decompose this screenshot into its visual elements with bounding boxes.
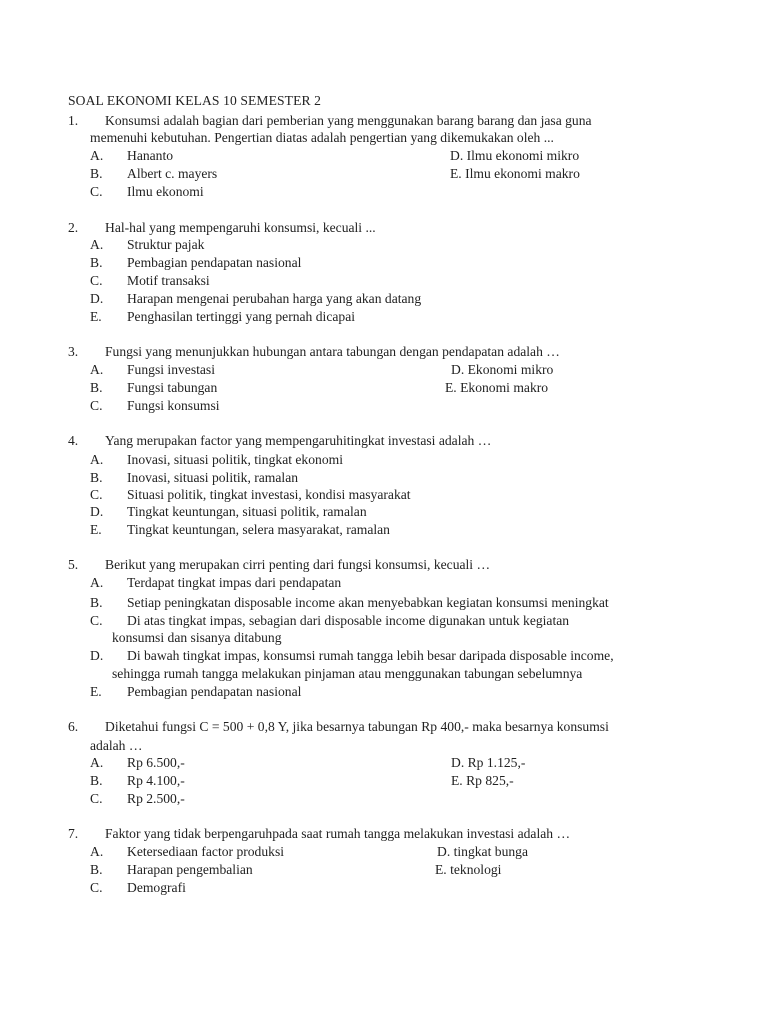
option-text: Harapan pengembalian: [127, 862, 253, 877]
option-letter: C.: [90, 398, 103, 413]
question-text: Berikut yang merupakan cirri penting dari fungsi konsumsi, kecuali …: [105, 557, 491, 572]
option-text-continued: konsumsi dan sisanya ditabung: [112, 630, 282, 645]
option-letter: B.: [90, 380, 103, 395]
option-right-column: E. Ilmu ekonomi makro: [450, 166, 580, 181]
option-letter: A.: [90, 452, 104, 467]
option-text: Di atas tingkat impas, sebagian dari disposable income digunakan untuk kegiatan: [127, 613, 570, 628]
option-letter: E.: [90, 309, 102, 324]
question-number: 6.: [68, 719, 79, 734]
option-letter: D.: [90, 648, 104, 663]
option-letter: A.: [90, 575, 104, 590]
option-text: Tingkat keuntungan, selera masyarakat, ramalan: [127, 522, 390, 537]
question-number: 1.: [68, 113, 79, 128]
option-text: Demografi: [127, 880, 186, 895]
option-text: Inovasi, situasi politik, ramalan: [127, 470, 299, 485]
option-right-column: D. Ekonomi mikro: [451, 362, 554, 377]
option-text: Struktur pajak: [127, 237, 205, 252]
option-letter: B.: [90, 470, 103, 485]
question-text: Faktor yang tidak berpengaruhpada saat rumah tangga melakukan investasi adalah …: [105, 826, 571, 841]
option-text: Fungsi tabungan: [127, 380, 218, 395]
option-text: Pembagian pendapatan nasional: [127, 255, 302, 270]
option-letter: C.: [90, 880, 103, 895]
option-letter: A.: [90, 148, 104, 163]
option-right-column: D. Rp 1.125,-: [451, 755, 526, 770]
option-letter: B.: [90, 255, 103, 270]
option-text-continued: sehingga rumah tangga melakukan pinjaman atau menggunakan tabungan sebelumnya: [112, 666, 583, 681]
option-letter: C.: [90, 791, 103, 806]
document-title: SOAL EKONOMI KELAS 10 SEMESTER 2: [68, 93, 322, 108]
option-letter: B.: [90, 166, 103, 181]
option-letter: A.: [90, 755, 104, 770]
question-text: Konsumsi adalah bagian dari pemberian yang menggunakan barang barang dan jasa guna: [105, 113, 592, 128]
option-text: Situasi politik, tingkat investasi, kondisi masyarakat: [127, 487, 411, 502]
option-right-column: D. Ilmu ekonomi mikro: [450, 148, 580, 163]
option-letter: C.: [90, 273, 103, 288]
question-text-continued: adalah …: [90, 738, 143, 753]
option-text: Rp 2.500,-: [127, 791, 185, 806]
option-letter: A.: [90, 844, 104, 859]
option-letter: B.: [90, 862, 103, 877]
option-text: Inovasi, situasi politik, tingkat ekonomi: [127, 452, 343, 467]
option-text: Hananto: [127, 148, 174, 163]
question-number: 5.: [68, 557, 79, 572]
option-letter: A.: [90, 237, 104, 252]
option-letter: B.: [90, 773, 103, 788]
option-text: Ketersediaan factor produksi: [127, 844, 285, 859]
question-text: Hal-hal yang mempengaruhi konsumsi, kecuali ...: [105, 220, 376, 235]
option-letter: C.: [90, 613, 103, 628]
option-right-column: E. Rp 825,-: [451, 773, 514, 788]
option-text: Fungsi investasi: [127, 362, 215, 377]
question-text-continued: memenuhi kebutuhan. Pengertian diatas adalah pengertian yang dikemukakan oleh ...: [90, 130, 554, 145]
option-letter: E.: [90, 684, 102, 699]
question-number: 7.: [68, 826, 79, 841]
option-letter: E.: [90, 522, 102, 537]
question-number: 2.: [68, 220, 79, 235]
question-text: Yang merupakan factor yang mempengaruhitingkat investasi adalah …: [105, 433, 492, 448]
option-text: Rp 6.500,-: [127, 755, 185, 770]
option-right-column: E. Ekonomi makro: [445, 380, 549, 395]
question-text: Diketahui fungsi C = 500 + 0,8 Y, jika besarnya tabungan Rp 400,- maka besarnya konsumsi: [105, 719, 609, 734]
option-text: Albert c. mayers: [127, 166, 218, 181]
option-text: Penghasilan tertinggi yang pernah dicapai: [127, 309, 356, 324]
option-text: Fungsi konsumsi: [127, 398, 220, 413]
question-number: 4.: [68, 433, 79, 448]
option-right-column: D. tingkat bunga: [437, 844, 528, 859]
option-text: Tingkat keuntungan, situasi politik, ramalan: [127, 504, 367, 519]
option-letter: D.: [90, 504, 104, 519]
option-text: Rp 4.100,-: [127, 773, 185, 788]
option-right-column: E. teknologi: [435, 862, 502, 877]
question-number: 3.: [68, 344, 79, 359]
option-text: Terdapat tingkat impas dari pendapatan: [127, 575, 342, 590]
option-text: Setiap peningkatan disposable income akan menyebabkan kegiatan konsumsi meningkat: [127, 595, 609, 610]
option-text: Harapan mengenai perubahan harga yang akan datang: [127, 291, 422, 306]
question-text: Fungsi yang menunjukkan hubungan antara tabungan dengan pendapatan adalah …: [105, 344, 560, 359]
option-text: Pembagian pendapatan nasional: [127, 684, 302, 699]
option-letter: D.: [90, 291, 104, 306]
option-letter: A.: [90, 362, 104, 377]
option-letter: B.: [90, 595, 103, 610]
option-letter: C.: [90, 184, 103, 199]
option-text: Motif transaksi: [127, 273, 210, 288]
option-text: Di bawah tingkat impas, konsumsi rumah tangga lebih besar daripada disposable income,: [127, 648, 614, 663]
option-letter: C.: [90, 487, 103, 502]
option-text: Ilmu ekonomi: [127, 184, 204, 199]
